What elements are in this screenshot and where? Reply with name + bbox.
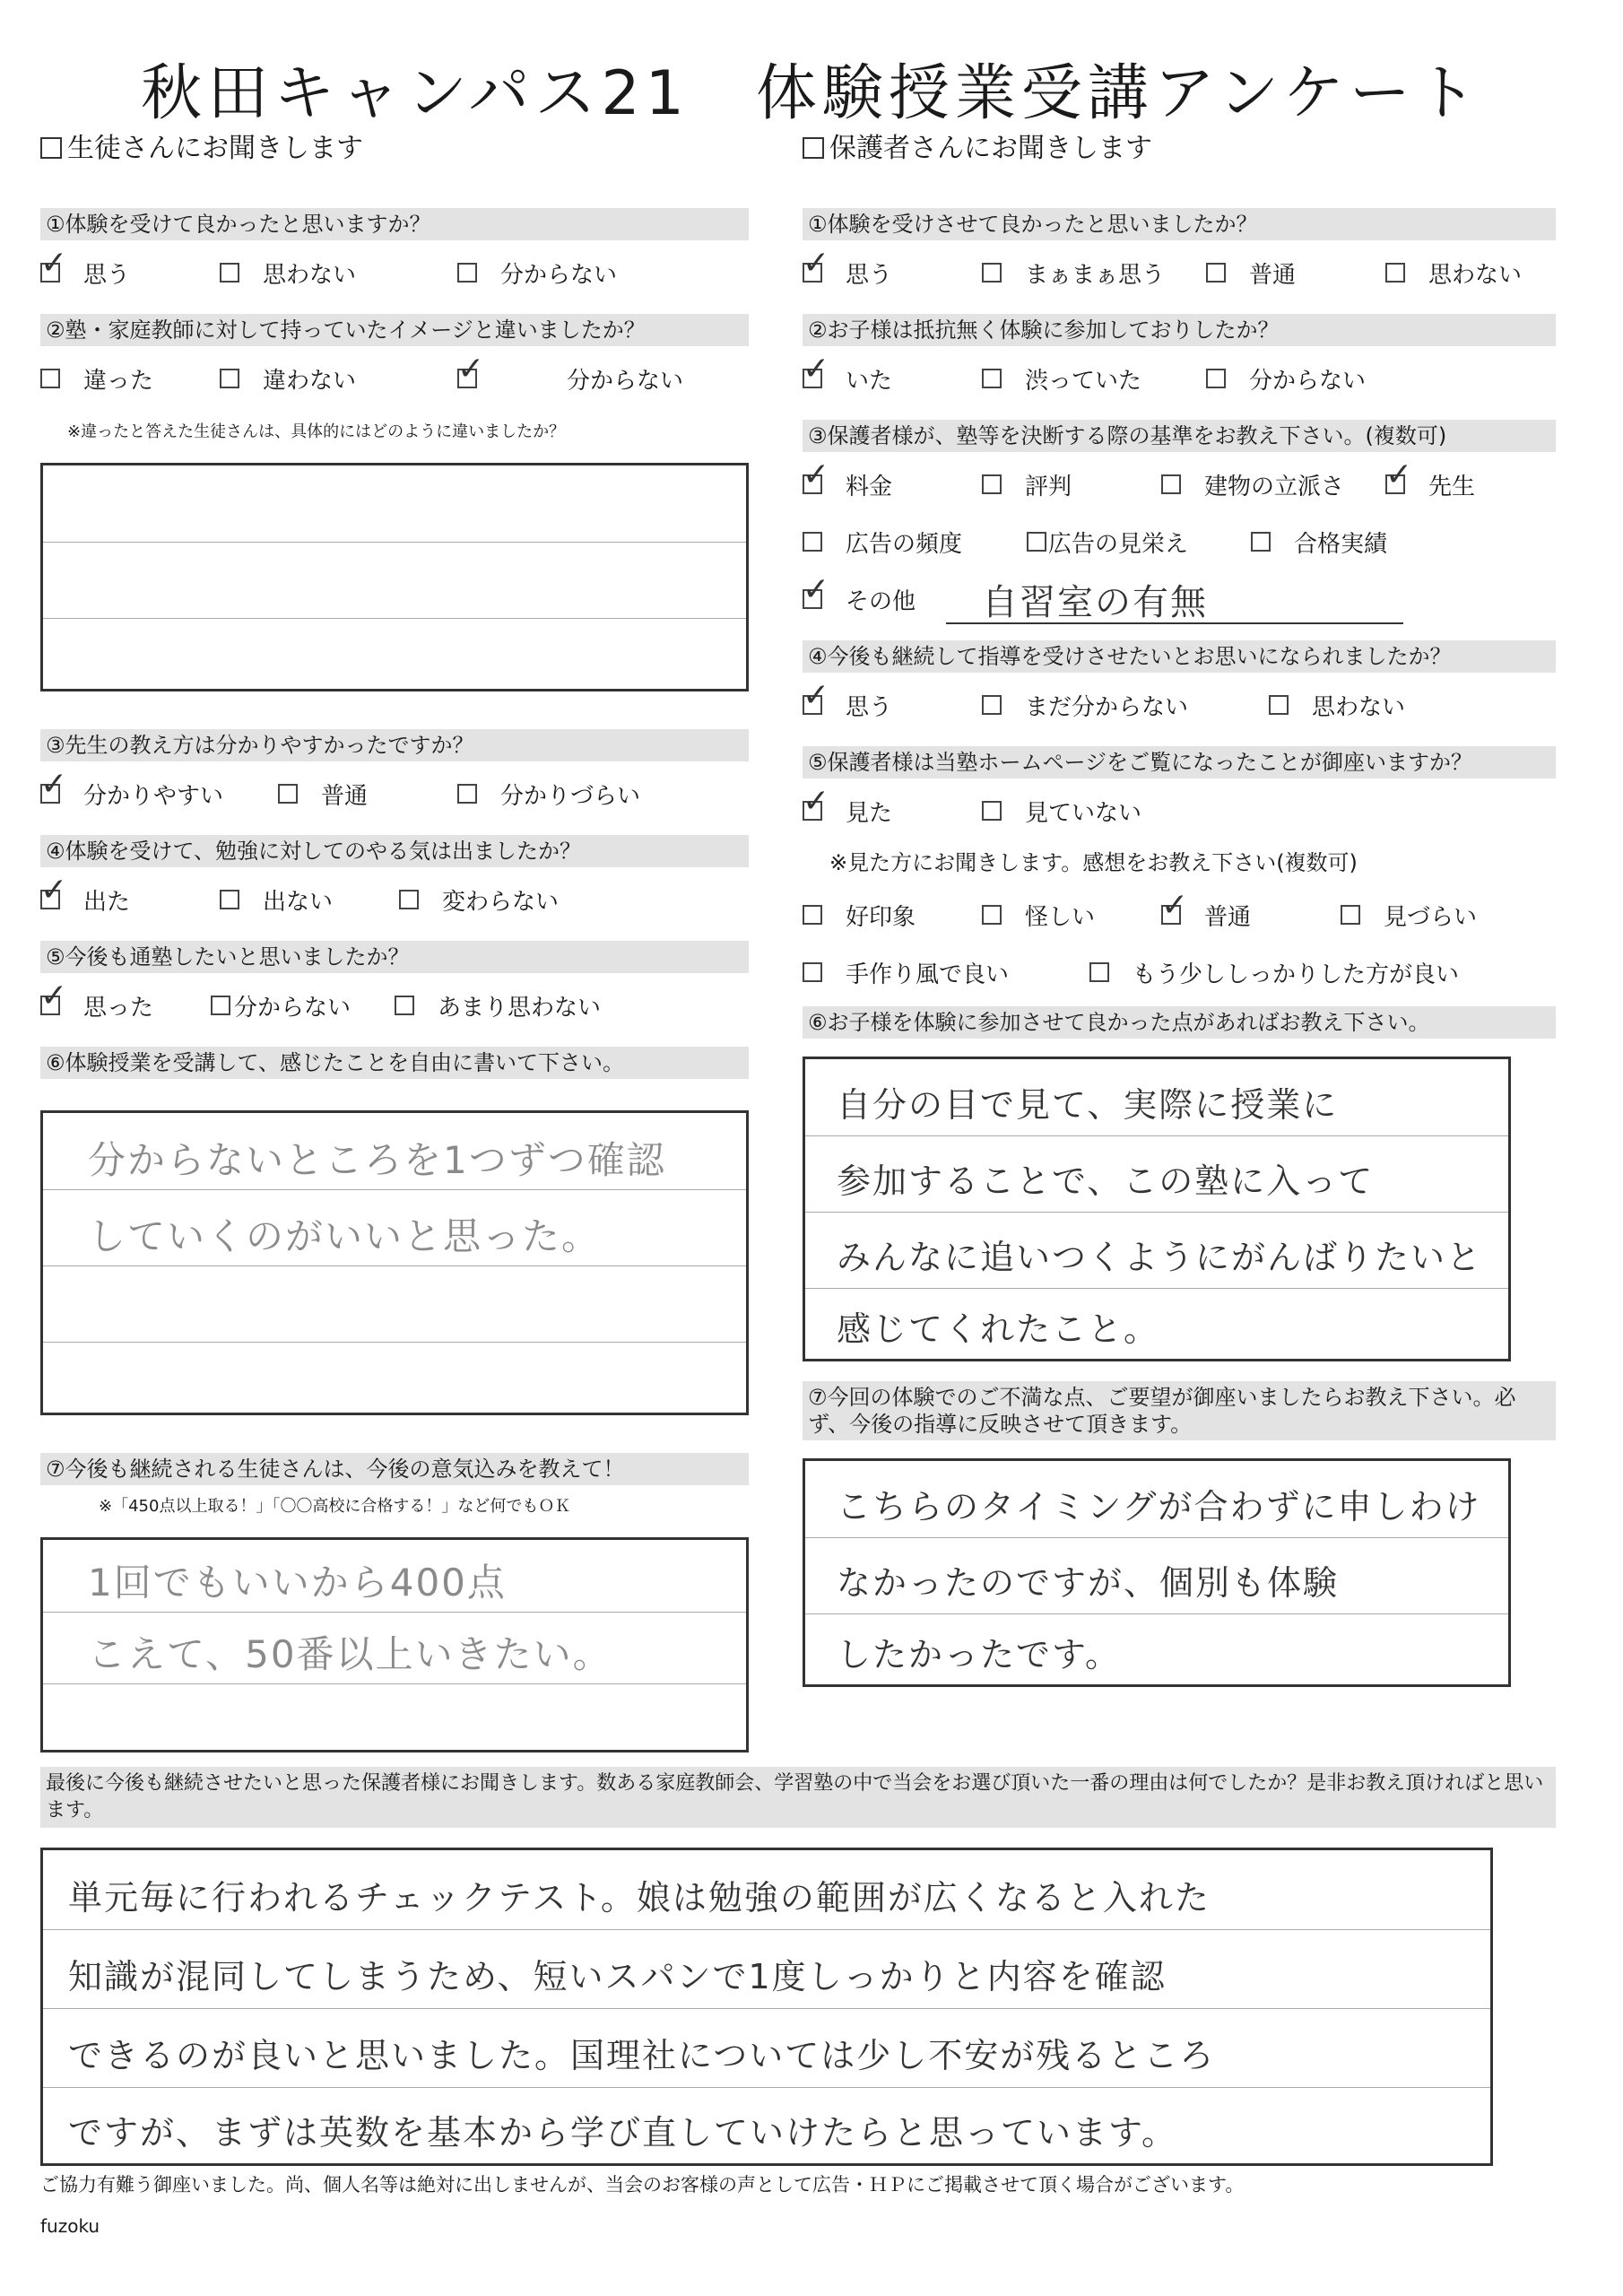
option-label: 思う (846, 261, 893, 289)
handwritten-answer-line: 自分の目で見て、実際に授業に (837, 1085, 1339, 1125)
option[interactable] (1206, 362, 1366, 396)
parent-q5-options (803, 778, 1556, 843)
checkbox[interactable] (803, 245, 830, 283)
option[interactable] (457, 778, 640, 811)
option-label: 分かりづらい (500, 782, 641, 810)
checkbox[interactable] (803, 571, 830, 609)
parent-q4: ④今後も継続して指導を受けさせたいとお思いになられましたか？ (803, 640, 1556, 673)
option[interactable] (211, 989, 395, 1022)
option[interactable] (1385, 457, 1476, 501)
option[interactable] (803, 956, 1089, 989)
option-label: 思った (83, 994, 154, 1022)
option-label: 思う (83, 261, 131, 289)
option-label: 普通 (1249, 261, 1297, 289)
option[interactable] (40, 872, 220, 917)
checkbox[interactable] (982, 905, 1002, 925)
parent-q6-answer-box[interactable] (803, 1057, 1511, 1361)
handwritten-answer-line: 参加することで、この塾に入って (837, 1161, 1375, 1201)
handwritten-answer-line: こちらのタイミングが合わずに申しわけ (837, 1487, 1481, 1526)
parent-q1: ①体験を受けさせて良かったと思いましたか？ (803, 208, 1556, 240)
option-label: 料金 (846, 473, 893, 500)
student-q7: ⑦今後も継続される生徒さんは、今後の意気込みを教えて！ (40, 1453, 749, 1485)
checkbox[interactable] (803, 783, 830, 821)
option[interactable] (1341, 899, 1477, 932)
checkbox[interactable] (1206, 263, 1226, 283)
option[interactable] (278, 778, 457, 811)
handwritten-other-answer: 自習室の有無 (982, 582, 1208, 623)
checkbox[interactable] (803, 532, 822, 552)
option-label: 見づらい (1384, 903, 1478, 931)
option[interactable] (803, 526, 1027, 559)
handwritten-answer-line: できるのが良いと思いました。国理社については少し不安が残るところ (68, 2036, 1216, 2075)
checkbox[interactable] (1027, 532, 1046, 552)
parent-section-header (803, 126, 1556, 165)
parent-q3: ③保護者様が、塾等を決断する際の基準をお教え下さい。(複数可) (803, 420, 1556, 452)
checkbox[interactable] (211, 996, 230, 1015)
student-q3: ③先生の教え方は分かりやすかったですか？ (40, 729, 749, 761)
option[interactable] (220, 257, 457, 290)
parent-q7: ⑦今回の体験でのご不満な点、ご要望が御座いましたらお教え下さい。必ず、今後の指導に反映させて頂きます。 (803, 1381, 1556, 1440)
option-label: 先生 (1428, 473, 1476, 500)
checkbox[interactable] (40, 766, 68, 804)
student-q2-note: ※違ったと答えた生徒さんは、具体的にはどのように違いましたか？ (67, 422, 566, 441)
option-label: 思わない (263, 261, 357, 289)
parent-q3-other (803, 567, 1556, 631)
ruled-line (43, 1929, 1490, 1930)
ruled-line (43, 1265, 746, 1266)
option[interactable] (803, 351, 982, 396)
ruled-line (805, 1135, 1508, 1136)
option-label: 分からない (567, 367, 684, 395)
checkbox[interactable] (803, 905, 822, 925)
option[interactable] (220, 362, 457, 396)
option[interactable] (982, 468, 1161, 501)
option-label: いた (846, 367, 893, 395)
option-label: 好印象 (846, 903, 916, 931)
option-label: 思わない (1428, 261, 1523, 289)
student-q1: ①体験を受けて良かったと思いますか？ (40, 208, 749, 240)
checkbox[interactable] (399, 890, 419, 909)
checkbox[interactable] (1089, 962, 1109, 982)
student-q5: ⑤今後も通塾したいと思いましたか？ (40, 941, 749, 973)
section-checkbox[interactable] (803, 137, 824, 159)
check-mark-icon: ✓ (1161, 887, 1189, 924)
option[interactable] (803, 677, 982, 722)
option-label: もう少ししっかりした方が良い (1133, 961, 1460, 988)
parent-q5-note: ※見た方にお聞きします。感想をお教え下さい(複数可) (829, 850, 1358, 875)
check-mark-icon: ✓ (803, 351, 830, 387)
checkbox[interactable] (1206, 369, 1226, 388)
option-label: 評判 (1025, 473, 1072, 500)
student-q3-options (40, 761, 749, 826)
footer-note: ご協力有難う御座いました。尚、個人名等は絶対に出しませんが、当会のお客様の声として広告・ＨＰにご掲載させて頂く場合がございます。 (40, 2174, 1245, 2196)
student-section-header (40, 126, 749, 165)
parent-q3-options-row2 (803, 517, 1556, 567)
fuzoku-label: fuzoku (40, 2215, 100, 2237)
ruled-line (805, 1288, 1508, 1289)
checkbox[interactable] (982, 369, 1002, 388)
checkbox[interactable] (1269, 695, 1289, 715)
option[interactable] (1251, 526, 1387, 559)
option[interactable] (982, 899, 1161, 932)
handwritten-answer-line: したかったです。 (837, 1635, 1121, 1674)
parent-q5-impressions-row2 (803, 947, 1556, 997)
check-mark-icon: ✓ (803, 783, 830, 820)
handwritten-answer-line: みんなに追いつくようにがんばりたいと (837, 1238, 1483, 1277)
parent-q5: ⑤保護者様は当塾ホームページをご覧になったことが御座いますか？ (803, 746, 1556, 778)
checkbox[interactable] (1385, 457, 1413, 494)
ruled-line (43, 542, 746, 543)
section-checkbox[interactable] (40, 137, 62, 159)
checkbox[interactable] (220, 263, 239, 283)
option[interactable] (1269, 689, 1405, 722)
handwritten-answer-line: ですが、まずは英数を基本から学び直していけたらと思っています。 (68, 2113, 1177, 2152)
option[interactable] (982, 795, 1141, 828)
student-q2-answer-box[interactable] (40, 463, 749, 691)
parent-q7-answer-box[interactable] (803, 1458, 1511, 1687)
student-q7-answer-box[interactable] (40, 1537, 749, 1752)
option-label: あまり思わない (438, 994, 602, 1022)
student-q5-options (40, 973, 749, 1038)
student-q1-options (40, 240, 749, 305)
check-mark-icon: ✓ (457, 351, 485, 387)
checkbox[interactable] (803, 962, 822, 982)
student-section (40, 126, 749, 1752)
option-label: まだ分からない (1025, 693, 1189, 721)
option-label: 違った (83, 367, 154, 395)
option[interactable] (803, 571, 973, 616)
check-mark-icon: ✓ (40, 872, 68, 909)
option-label: 建物の立派さ (1204, 473, 1345, 500)
parent-section (803, 126, 1556, 1687)
option-label: 広告の頻度 (846, 530, 963, 558)
option[interactable] (40, 362, 220, 396)
option[interactable] (803, 245, 982, 290)
checkbox[interactable] (220, 890, 239, 909)
option[interactable] (1089, 956, 1459, 989)
ruled-line (43, 618, 746, 619)
check-mark-icon: ✓ (803, 677, 830, 714)
option-label: 分かりやすい (83, 782, 224, 810)
option[interactable] (803, 457, 982, 501)
parent-q5-impressions-row1 (803, 883, 1556, 947)
handwritten-answer-line: 知識が混同してしまうため、短いスパンで1度しっかりと内容を確認 (68, 1957, 1167, 1996)
option[interactable] (982, 257, 1206, 290)
handwritten-answer-line: していくのがいいと思った。 (88, 1214, 602, 1258)
ruled-line (805, 1613, 1508, 1614)
page-title: 秋田キャンパス21 体験授業受講アンケート (141, 58, 1482, 129)
student-q7-note: ※「450点以上取る！」「〇〇高校に合格する！」など何でもＯＫ (99, 1497, 571, 1516)
option[interactable] (803, 783, 982, 828)
option-label: 分からない (500, 261, 618, 289)
option-label: その他 (846, 587, 916, 615)
option-label: 出た (83, 888, 131, 916)
option[interactable] (1027, 526, 1251, 559)
ruled-line (43, 1683, 746, 1684)
handwritten-answer-line: なかったのですが、個別も体験 (837, 1563, 1340, 1603)
option[interactable] (40, 245, 220, 290)
checkbox[interactable] (457, 784, 477, 804)
parent-q3-options-row1 (803, 452, 1556, 517)
ruled-line (43, 1189, 746, 1190)
student-q2-options (40, 346, 749, 411)
checkbox[interactable] (982, 695, 1002, 715)
student-q6: ⑥体験授業を受講して、感じたことを自由に書いて下さい。 (40, 1047, 749, 1079)
option-label: 分からない (234, 994, 352, 1022)
other-answer-underline (946, 622, 1403, 624)
option-label: 変わらない (442, 888, 560, 916)
option[interactable] (457, 351, 684, 396)
check-mark-icon: ✓ (1385, 457, 1413, 493)
checkbox[interactable] (982, 474, 1002, 494)
checkbox[interactable] (457, 263, 477, 283)
option-label: 違わない (263, 367, 357, 395)
checkbox[interactable] (982, 801, 1002, 821)
student-q4: ④体験を受けて、勉強に対してのやる気は出ましたか？ (40, 835, 749, 867)
final-question: 最後に今後も継続させたいと思った保護者様にお聞きします。数ある家庭教師会、学習塾の中で当会をお選び頂いた一番の理由は何でしたか？是非お教え頂ければと思います。 (40, 1767, 1556, 1828)
checkbox[interactable] (457, 351, 485, 388)
handwritten-answer-line: 単元毎に行われるチェックテスト。娘は勉強の範囲が広くなると入れた (68, 1878, 1211, 1918)
option-label: 見た (846, 799, 893, 827)
checkbox[interactable] (803, 677, 830, 715)
ruled-line (43, 2087, 1490, 2088)
checkbox[interactable] (982, 263, 1002, 283)
student-header-label: 生徒さんにお聞きします (67, 133, 363, 164)
checkbox[interactable] (803, 351, 830, 388)
handwritten-answer-line: 1回でもいいから400点 (88, 1561, 507, 1605)
checkbox[interactable] (40, 978, 68, 1015)
option-label: 普通 (321, 782, 369, 810)
ruled-line (805, 1212, 1508, 1213)
checkbox[interactable] (40, 245, 68, 283)
option[interactable] (803, 899, 982, 932)
checkbox[interactable] (278, 784, 298, 804)
option-label: 普通 (1204, 903, 1252, 931)
handwritten-answer-line: 分からないところを1つずつ確認 (88, 1138, 666, 1182)
option[interactable] (399, 883, 559, 917)
check-mark-icon: ✓ (803, 245, 830, 282)
checkbox[interactable] (220, 369, 239, 388)
option-label: 見ていない (1025, 799, 1142, 827)
check-mark-icon: ✓ (803, 571, 830, 608)
option[interactable] (220, 883, 399, 917)
checkbox[interactable] (1161, 887, 1189, 925)
option-label: 渋っていた (1025, 367, 1142, 395)
checkbox[interactable] (1341, 905, 1360, 925)
check-mark-icon: ✓ (803, 457, 830, 493)
option[interactable] (40, 766, 278, 811)
handwritten-answer-line: こえて、50番以上いきたい。 (88, 1632, 612, 1676)
parent-q2: ②お子様は抵抗無く体験に参加しておりしたか？ (803, 314, 1556, 346)
ruled-line (43, 1612, 746, 1613)
student-q6-answer-box[interactable] (40, 1110, 749, 1415)
option-label: 思わない (1312, 693, 1406, 721)
option[interactable] (1161, 468, 1385, 501)
option-label: 手作り風で良い (846, 961, 1010, 988)
option[interactable] (982, 689, 1269, 722)
parent-q2-options (803, 346, 1556, 411)
check-mark-icon: ✓ (40, 245, 68, 282)
option-label: 広告の見栄え (1048, 530, 1189, 558)
option[interactable] (395, 989, 601, 1022)
option[interactable] (1385, 257, 1522, 290)
ruled-line (805, 1537, 1508, 1538)
option[interactable] (1161, 887, 1341, 932)
option-label: 分からない (1249, 367, 1367, 395)
checkbox[interactable] (803, 457, 830, 494)
final-answer-box[interactable] (40, 1848, 1493, 2166)
parent-header-label: 保護者さんにお聞きします (829, 133, 1152, 164)
check-mark-icon: ✓ (40, 766, 68, 803)
checkbox[interactable] (40, 369, 60, 388)
checkbox[interactable] (1251, 532, 1271, 552)
option[interactable] (457, 257, 617, 290)
parent-q6: ⑥お子様を体験に参加させて良かった点があればお教え下さい。 (803, 1006, 1556, 1039)
student-q2: ②塾・家庭教師に対して持っていたイメージと違いましたか？ (40, 314, 749, 346)
checkbox[interactable] (1161, 474, 1181, 494)
student-q4-options (40, 867, 749, 932)
ruled-line (43, 2008, 1490, 2009)
ruled-line (43, 1342, 746, 1343)
handwritten-answer-line: 感じてくれたこと。 (837, 1309, 1160, 1349)
parent-q1-options (803, 240, 1556, 305)
checkbox[interactable] (1385, 263, 1405, 283)
parent-q4-options (803, 673, 1556, 737)
check-mark-icon: ✓ (40, 978, 68, 1014)
option[interactable] (982, 362, 1206, 396)
option-label: まぁまぁ思う (1025, 261, 1166, 289)
checkbox[interactable] (40, 872, 68, 909)
option-label: 合格実績 (1294, 530, 1388, 558)
option-label: 怪しい (1025, 903, 1096, 931)
option-label: 出ない (263, 888, 334, 916)
option[interactable] (1206, 257, 1385, 290)
option-label: 思う (846, 693, 893, 721)
option[interactable] (40, 978, 211, 1022)
checkbox[interactable] (395, 996, 414, 1015)
